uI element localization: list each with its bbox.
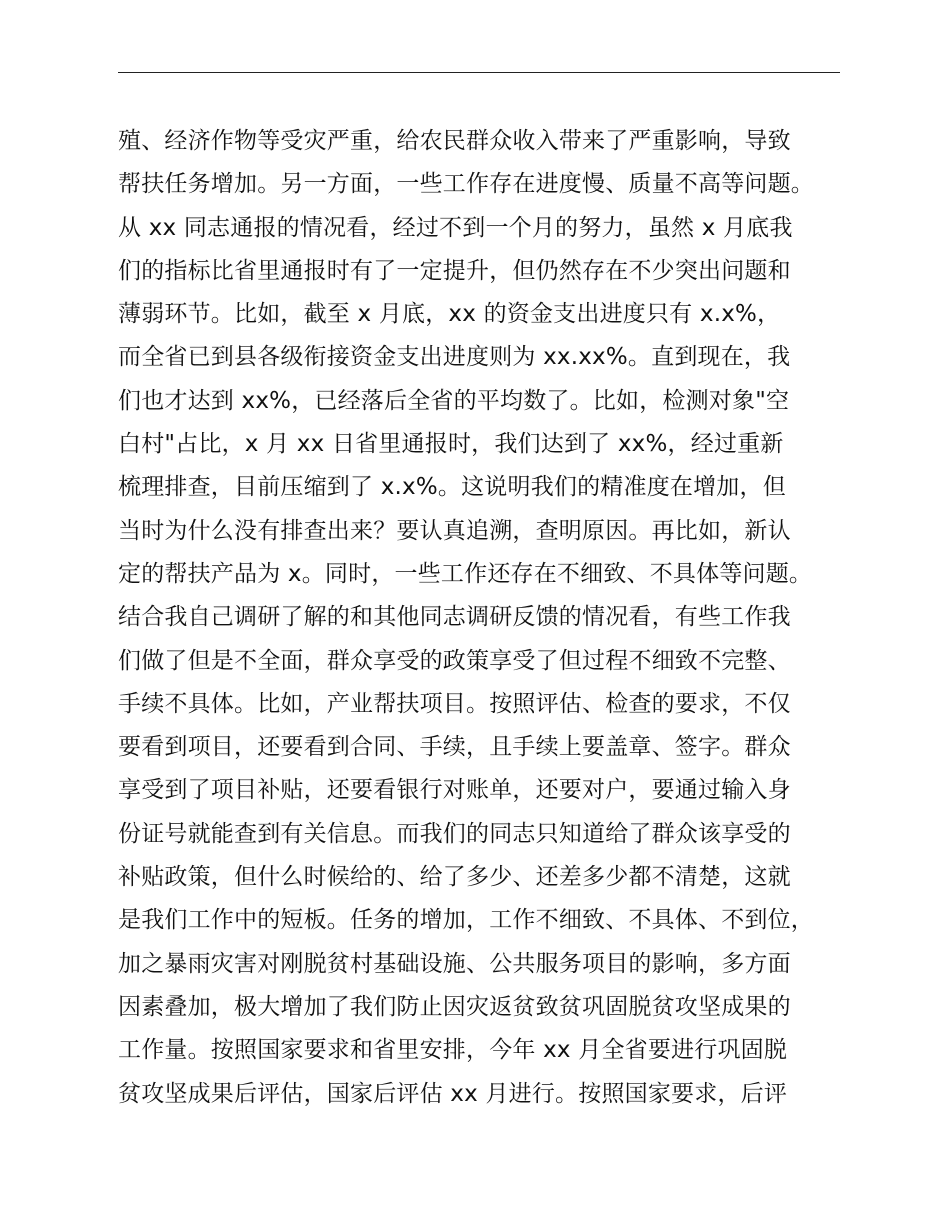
text-line: 白村"占比，x 月 xx 日省里通报时，我们达到了 xx%，经过重新 — [118, 431, 784, 458]
text-line: 是我们工作中的短板。任务的增加，工作不细致、不具体、不到位， — [118, 907, 814, 934]
text-line: 加之暴雨灾害对刚脱贫村基础设施、公共服务项目的影响，多方面 — [118, 950, 791, 977]
text-line: 定的帮扶产品为 x。同时，一些工作还存在不细致、不具体等问题。 — [118, 560, 813, 587]
body-text — [118, 120, 878, 1116]
text-line: 梳理排查，目前压缩到了 x.x%。这说明我们的精准度在增加，但 — [118, 474, 786, 501]
text-line: 工作量。按照国家要求和省里安排，今年 xx 月全省要进行巩固脱 — [118, 1037, 788, 1064]
text-line: 要看到项目，还要看到合同、手续，且手续上要盖章、签字。群众 — [118, 734, 791, 761]
text-line: 因素叠加，极大增加了我们防止因灾返贫致贫巩固脱贫攻坚成果的 — [118, 993, 791, 1020]
text-line: 们的指标比省里通报时有了一定提升，但仍然存在不少突出问题和 — [118, 257, 791, 284]
text-line: 殖、经济作物等受灾严重，给农民群众收入带来了严重影响，导致 — [118, 128, 791, 154]
text-line: 贫攻坚成果后评估，国家后评估 xx 月进行。按照国家要求，后评 — [118, 1080, 788, 1107]
text-line: 补贴政策，但什么时候给的、给了多少、还差多少都不清楚，这就 — [118, 864, 791, 891]
text-line: 结合我自己调研了解的和其他同志调研反馈的情况看，有些工作我 — [118, 604, 791, 631]
text-line: 们做了但是不全面，群众享受的政策享受了但过程不细致不完整、 — [118, 647, 791, 674]
text-line: 当时为什么没有排查出来？要认真追溯，查明原因。再比如，新认 — [118, 517, 791, 544]
text-line: 从 xx 同志通报的情况看，经过不到一个月的努力，虽然 x 月底我 — [118, 214, 793, 241]
text-line: 而全省已到县各级衔接资金支出进度则为 xx.xx%。直到现在，我 — [118, 344, 791, 371]
text-line: 帮扶任务增加。另一方面，一些工作存在进度慢、质量不高等问题。 — [118, 171, 814, 198]
text-line: 享受到了项目补贴，还要看银行对账单，还要对户，要通过输入身 — [118, 777, 791, 804]
text-line: 份证号就能查到有关信息。而我们的同志只知道给了群众该享受的 — [118, 820, 791, 847]
text-line: 薄弱环节。比如，截至 x 月底，xx 的资金支出进度只有 x.x%， — [118, 301, 781, 328]
text-line: 们也才达到 xx%，已经落后全省的平均数了。比如，检测对象"空 — [118, 387, 790, 414]
header-rule — [118, 72, 840, 73]
text-line: 手续不具体。比如，产业帮扶项目。按照评估、检查的要求，不仅 — [118, 690, 791, 717]
